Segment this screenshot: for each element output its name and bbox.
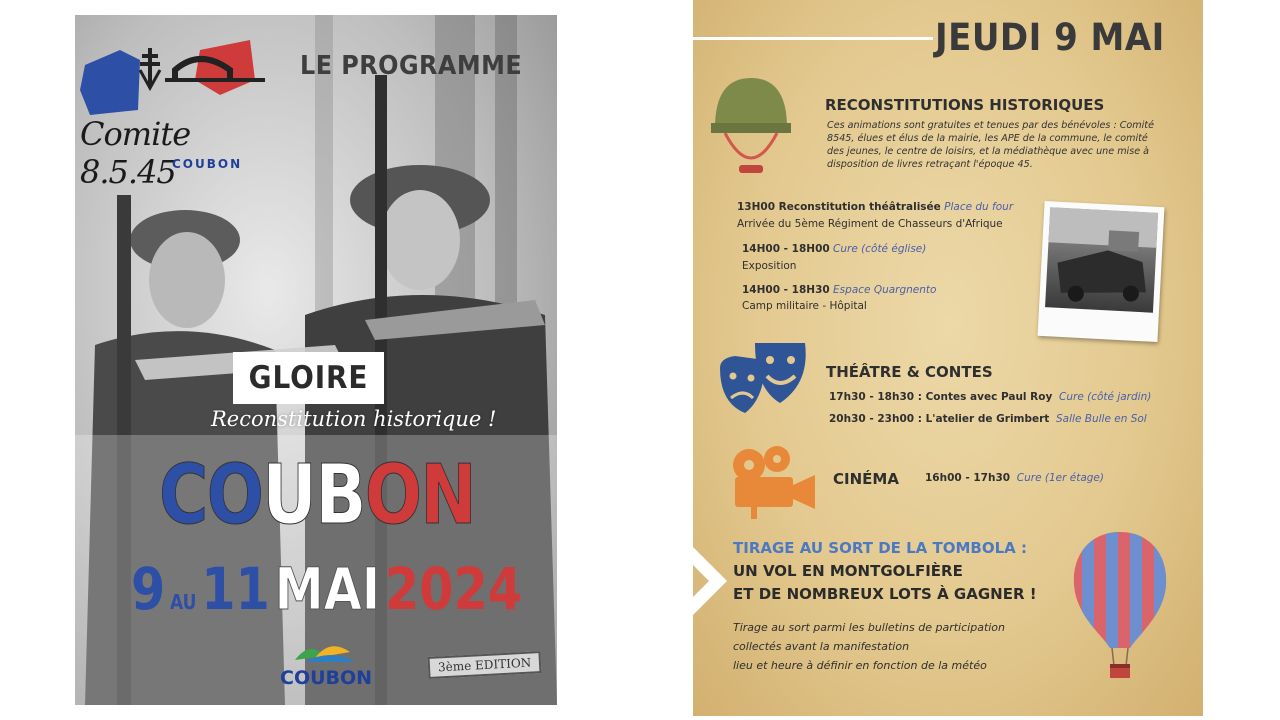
tombola-line-1: TIRAGE AU SORT DE LA TOMBOLA :	[733, 539, 1027, 557]
event-time	[829, 391, 1151, 403]
event-time-text: 13H00 Reconstitution théâtralisée	[737, 201, 941, 213]
event-place: Cure (côté jardin)	[1059, 391, 1152, 403]
event-dates	[131, 555, 523, 623]
date-end: 11	[201, 555, 270, 623]
event-time	[737, 201, 1013, 213]
tombola-heading	[733, 537, 1037, 606]
event-activity: Exposition	[742, 260, 797, 272]
event-place: Espace Quargnento	[833, 284, 937, 296]
event-place: Cure (1er étage)	[1016, 472, 1104, 484]
town-letter: U	[262, 448, 316, 543]
section-title-reconstitutions: RECONSTITUTIONS HISTORIQUES	[825, 96, 1105, 114]
helmet-icon	[711, 73, 791, 183]
chevron-right-icon	[693, 547, 727, 615]
logo-script-text: Comite 8.5.45	[80, 115, 191, 191]
gloire-label-box	[233, 352, 384, 404]
event-time	[925, 472, 1104, 484]
edition-stamp: 3ème EDITION	[428, 651, 542, 679]
event-time-text: 14H00 - 18H30	[742, 284, 830, 296]
comite-logo-graphic	[80, 40, 270, 120]
date-au: AU	[170, 590, 197, 614]
section-title-cinema: CINÉMA	[833, 470, 899, 488]
event-time-text: 16h00 - 17h30	[925, 472, 1011, 484]
town-title	[159, 448, 476, 543]
town-letter: C	[159, 448, 207, 543]
date-month: MAI	[274, 555, 381, 623]
section-title-theatre: THÉÂTRE & CONTES	[826, 363, 993, 381]
comite-logo	[80, 40, 270, 191]
date-year: 2024	[384, 555, 523, 623]
vintage-vehicle-photo	[1038, 201, 1165, 342]
programme-heading: LE PROGRAMME	[300, 51, 523, 81]
event-time-text: 14H00 - 18H00	[742, 243, 830, 255]
coubon-logo-graphic	[280, 638, 370, 668]
theatre-masks-icon	[715, 338, 813, 418]
gloire-label: GLOIRE	[248, 360, 369, 396]
event-time-text: 20h30 - 23h00 : L'atelier de Grimbert	[829, 413, 1050, 425]
reconstitution-subtitle: Reconstitution historique !	[211, 407, 497, 431]
tombola-text-1: Tirage au sort parmi les bulletins de participation	[733, 621, 1006, 634]
logo-subtitle: COUBON	[172, 157, 243, 171]
hot-air-balloon-icon	[1070, 530, 1170, 682]
event-time	[829, 413, 1147, 425]
tombola-text-3: lieu et heure à définir en fonction de la météo	[733, 659, 987, 672]
event-place: Cure (côté église)	[833, 243, 927, 255]
tombola-line-3: ET DE NOMBREUX LOTS À GAGNER !	[733, 585, 1037, 603]
coubon-town-logo	[280, 638, 373, 693]
vehicle-image	[1045, 207, 1158, 313]
program-cover-page	[75, 15, 557, 705]
event-activity: Arrivée du 5ème Régiment de Chasseurs d'Afrique	[737, 218, 1003, 230]
event-time	[742, 243, 926, 255]
film-camera-icon	[727, 443, 822, 521]
event-time	[742, 284, 936, 296]
tombola-details	[733, 618, 1005, 675]
vintage-vehicle-photo-inner	[1045, 207, 1158, 313]
top-divider	[693, 37, 933, 40]
event-place: Place du four	[944, 201, 1014, 213]
tombola-text-2: collectés avant la manifestation	[733, 640, 910, 653]
day-title: JEUDI 9 MAI	[935, 16, 1165, 59]
tombola-line-2: UN VOL EN MONTGOLFIÈRE	[733, 562, 963, 580]
program-schedule-page	[693, 0, 1203, 716]
coubon-logo-text: COUBON	[280, 667, 373, 689]
event-place: Salle Bulle en Sol	[1056, 413, 1147, 425]
town-letter: O	[364, 448, 421, 543]
town-letter: B	[315, 448, 365, 543]
event-activity: Camp militaire - Hôpital	[742, 300, 867, 312]
event-time-text: 17h30 - 18h30 : Contes avec Paul Roy	[829, 391, 1053, 403]
town-letter: O	[206, 448, 263, 543]
town-letter: N	[420, 448, 476, 543]
date-start: 9	[131, 555, 166, 623]
reconstitutions-description: Ces animations sont gratuites et tenues par des bénévoles : Comité 8545, élues et élus de la mairie, les APE de la commune, le comité des jeunes, le centre de loisirs, et la médiathèque avec une mise à disposition de livres retraçant l'époque 45.	[827, 120, 1154, 170]
